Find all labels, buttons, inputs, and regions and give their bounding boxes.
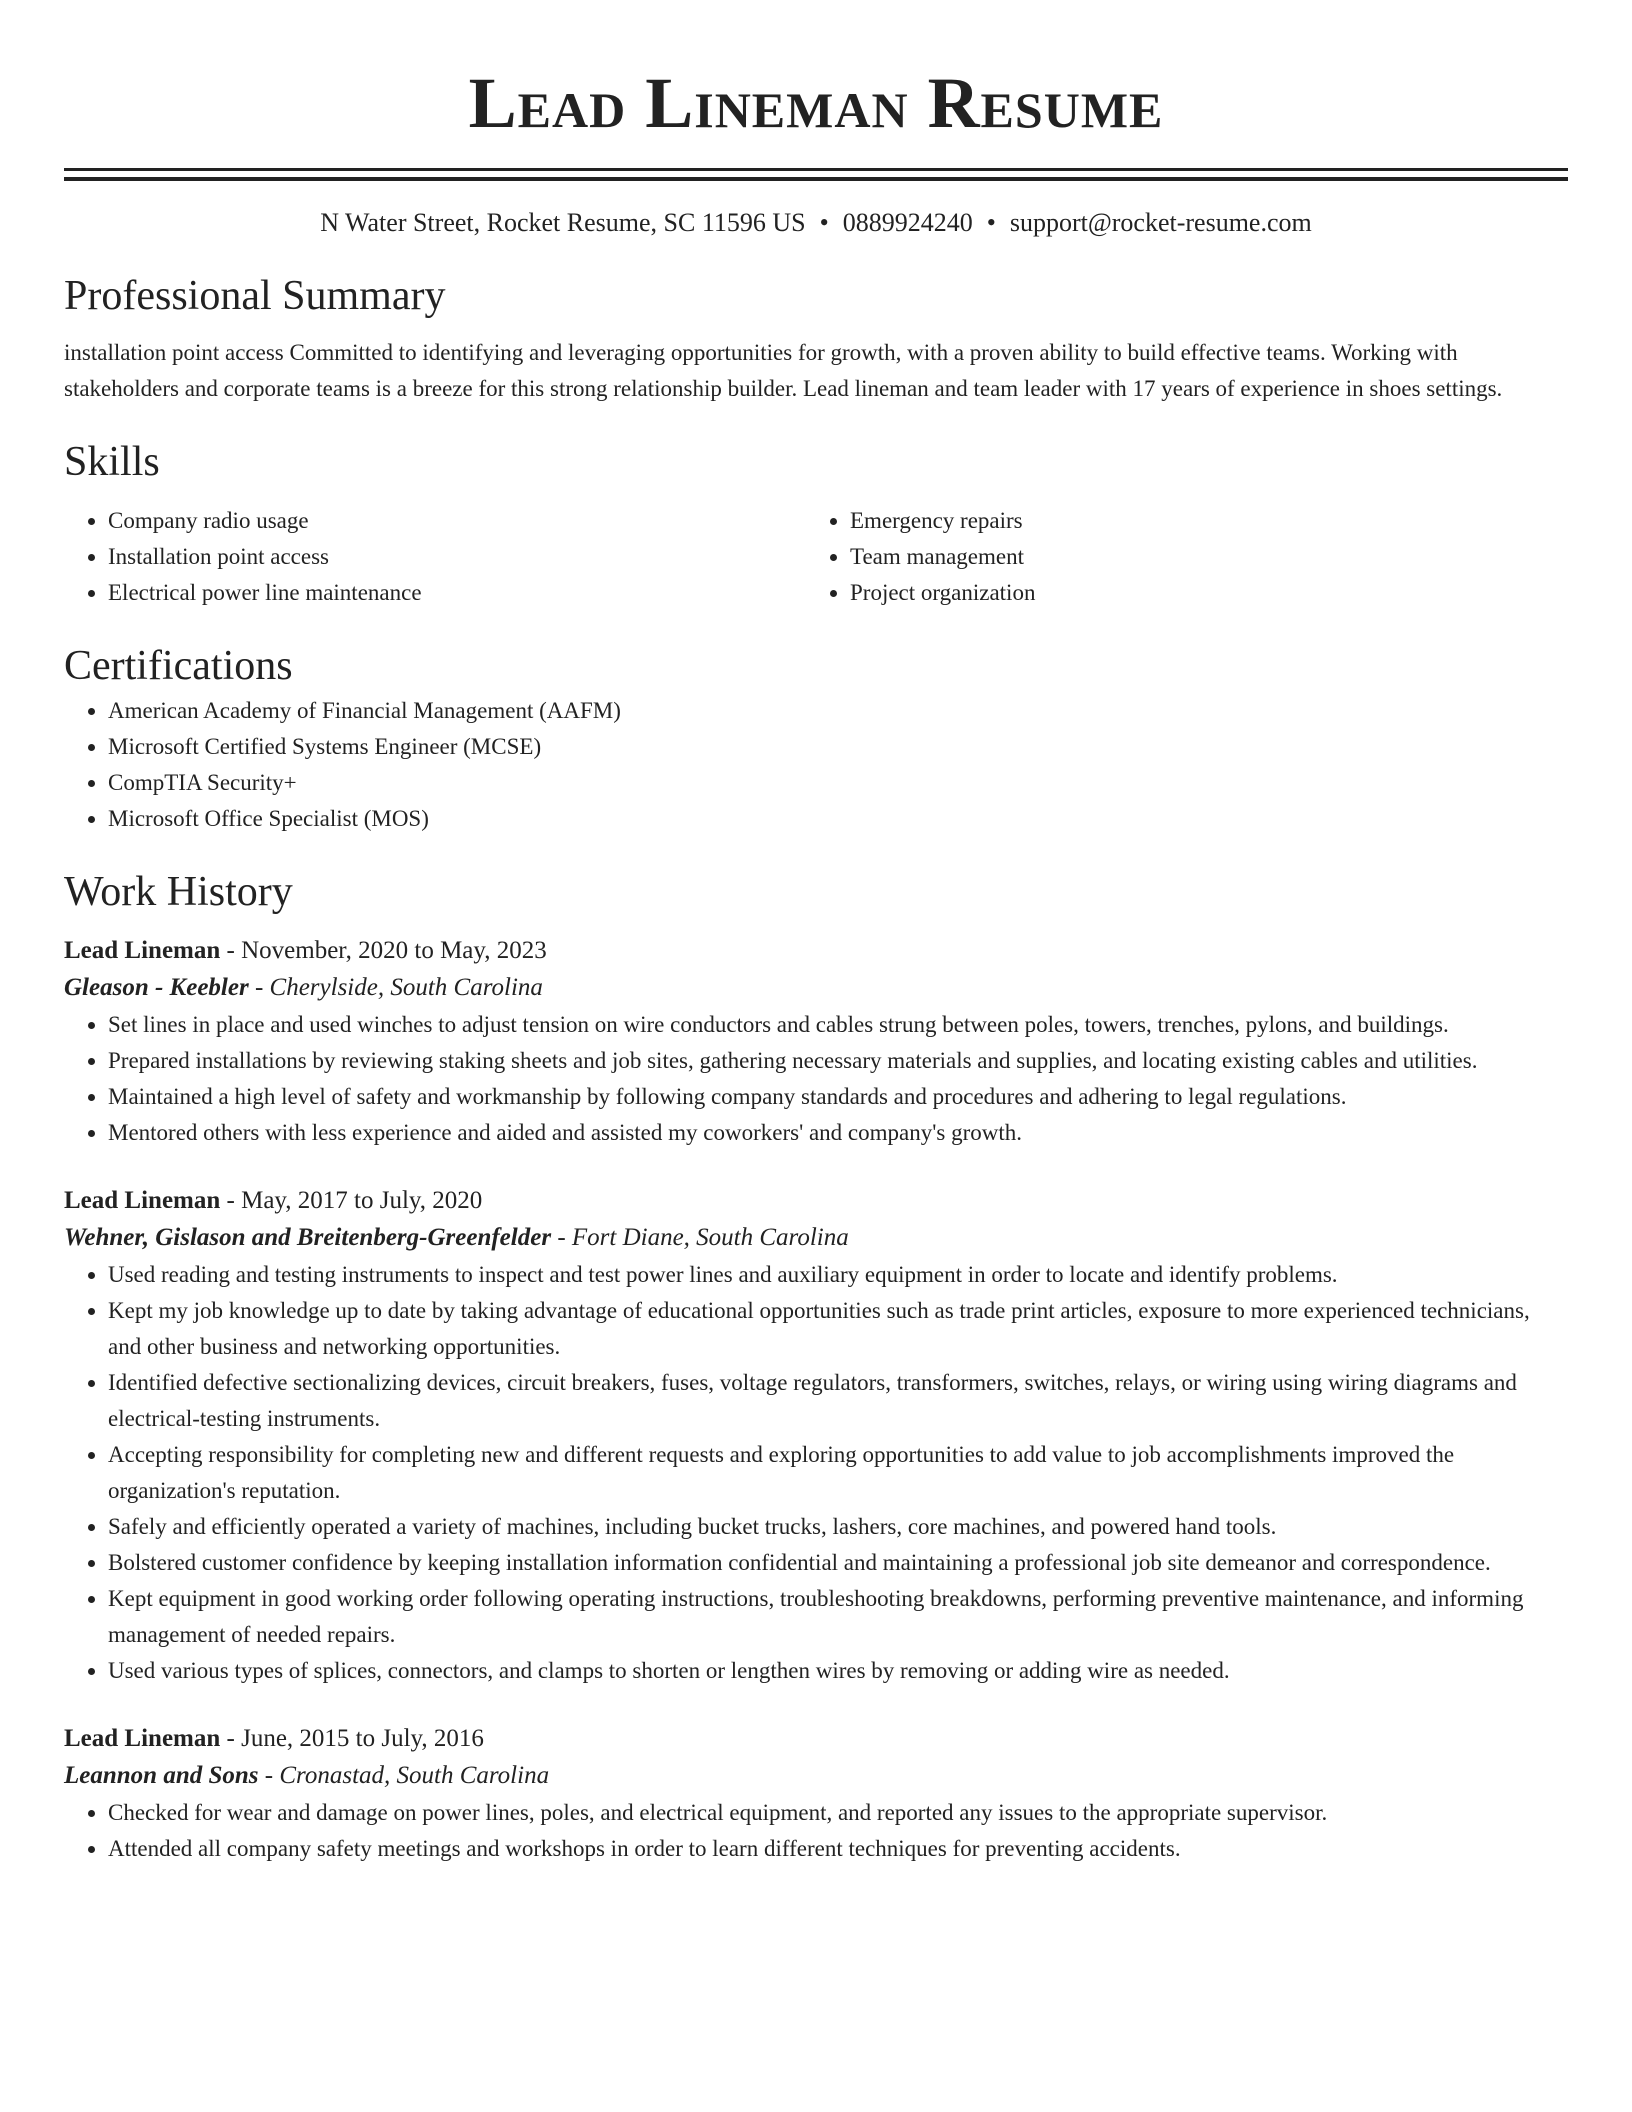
job-bullet-list xyxy=(64,1795,1568,1867)
job-bullet: • Kept equipment in good working order following operating instructions, troubleshooting breakdowns, performing preventive maintenance, and informing management of needed repairs. xyxy=(108,1581,1568,1653)
job-bullet: • Mentored others with less experience and aided and assisted my coworkers' and company's growth. xyxy=(108,1115,1568,1151)
job-bullet-list xyxy=(64,1007,1568,1151)
contact-separator: • xyxy=(986,208,996,237)
job-company-line xyxy=(64,1757,1568,1795)
job-dash: - xyxy=(220,937,242,964)
job-title: Lead Lineman xyxy=(64,937,221,964)
section-heading-work-history: Work History xyxy=(64,869,293,915)
job-bullet: • Attended all company safety meetings and workshops in order to learn different techniques for preventing accidents. xyxy=(108,1831,1568,1867)
skills-column-right xyxy=(806,503,1548,611)
certification-item: • American Academy of Financial Management (AAFM) xyxy=(108,693,1568,729)
certifications-section xyxy=(64,639,1568,837)
skill-item: • Team management xyxy=(850,539,1548,575)
job-bullet: • Used various types of splices, connectors, and clamps to shorten or lengthen wires by removing or adding wire as needed. xyxy=(108,1653,1568,1689)
job-title-line xyxy=(64,933,1568,969)
job-company-line xyxy=(64,969,1568,1007)
job-title-line xyxy=(64,1721,1568,1757)
job-entry xyxy=(64,1183,1568,1689)
skill-item: • Installation point access xyxy=(108,539,806,575)
job-dash: - xyxy=(551,1224,572,1251)
job-dash: - xyxy=(248,974,270,1001)
contact-separator: • xyxy=(819,208,829,237)
contact-phone: 0889924240 xyxy=(842,208,973,237)
skill-item: • Electrical power line maintenance xyxy=(108,575,806,611)
section-heading-summary: Professional Summary xyxy=(64,273,446,319)
job-location: Fort Diane, South Carolina xyxy=(571,1224,849,1251)
skills-grid xyxy=(64,503,1568,611)
job-location: Cherylside, South Carolina xyxy=(269,974,543,1001)
job-dash: - xyxy=(220,1187,242,1214)
summary-text: installation point access Committed to identifying and leveraging opportunities for growth, with a proven ability to build effective teams. Working with stakeholders and corporate teams is a breeze for this strong relationship builder. Lead lineman and team leader with 17 years of experience in shoes settings. xyxy=(64,340,1503,401)
job-location: Cronastad, South Carolina xyxy=(279,1762,550,1789)
skills-section xyxy=(64,435,1568,611)
certifications-list xyxy=(64,693,1568,837)
job-dates: November, 2020 to May, 2023 xyxy=(241,937,547,964)
job-bullet: • Maintained a high level of safety and workmanship by following company standards and procedures and adhering to legal regulations. xyxy=(108,1079,1568,1115)
job-company-line xyxy=(64,1219,1568,1257)
contact-address: N Water Street, Rocket Resume, SC 11596 US xyxy=(320,208,806,237)
job-title: Lead Lineman xyxy=(64,1187,221,1214)
job-bullet: • Prepared installations by reviewing staking sheets and job sites, gathering necessary materials and supplies, and locating existing cables and utilities. xyxy=(108,1043,1568,1079)
skill-item: • Emergency repairs xyxy=(850,503,1548,539)
job-bullet: • Used reading and testing instruments to inspect and test power lines and auxiliary equipment in order to locate and identify problems. xyxy=(108,1257,1568,1293)
certification-item: • CompTIA Security+ xyxy=(108,765,1568,801)
job-bullet: • Identified defective sectionalizing devices, circuit breakers, fuses, voltage regulators, transformers, switches, relays, or wiring using wiring diagrams and electrical-testing instruments. xyxy=(108,1365,1568,1437)
job-dash: - xyxy=(220,1725,242,1752)
job-bullet: • Safely and efficiently operated a variety of machines, including bucket trucks, lashers, core machines, and powered hand tools. xyxy=(108,1509,1568,1545)
page-title: Lead Lineman Resume xyxy=(468,63,1164,143)
job-bullet: • Checked for wear and damage on power lines, poles, and electrical equipment, and reported any issues to the appropriate supervisor. xyxy=(108,1795,1568,1831)
section-heading-skills: Skills xyxy=(64,439,160,485)
title-divider-top xyxy=(64,168,1568,171)
job-bullet: • Set lines in place and used winches to adjust tension on wire conductors and cables strung between poles, towers, trenches, pylons, and buildings. xyxy=(108,1007,1568,1043)
skill-item: • Project organization xyxy=(850,575,1548,611)
certification-item: • Microsoft Office Specialist (MOS) xyxy=(108,801,1568,837)
job-bullet: • Bolstered customer confidence by keeping installation information confidential and maintaining a professional job site demeanor and correspondence. xyxy=(108,1545,1568,1581)
job-dates: June, 2015 to July, 2016 xyxy=(241,1725,484,1752)
job-entry xyxy=(64,933,1568,1151)
job-company: Wehner, Gislason and Breitenberg-Greenfelder xyxy=(64,1224,552,1251)
title-divider-bottom xyxy=(64,177,1568,181)
section-heading-certifications: Certifications xyxy=(64,643,293,689)
skills-list-left xyxy=(64,503,806,611)
job-entry xyxy=(64,1721,1568,1867)
job-dash: - xyxy=(258,1762,280,1789)
skills-column-left xyxy=(64,503,806,611)
work-history-section xyxy=(64,865,1568,1867)
contact-email: support@rocket-resume.com xyxy=(1009,208,1312,237)
professional-summary-section xyxy=(64,269,1568,407)
skill-item: • Company radio usage xyxy=(108,503,806,539)
job-bullet-list xyxy=(64,1257,1568,1689)
job-title: Lead Lineman xyxy=(64,1725,221,1752)
job-bullet: • Accepting responsibility for completing new and different requests and exploring opportunities to add value to job accomplishments improved the organization's reputation. xyxy=(108,1437,1568,1509)
job-dates: May, 2017 to July, 2020 xyxy=(241,1187,483,1214)
job-company: Leannon and Sons xyxy=(64,1762,259,1789)
contact-line xyxy=(64,205,1568,241)
resume-page xyxy=(64,0,1568,1867)
job-title-line xyxy=(64,1183,1568,1219)
certification-item: • Microsoft Certified Systems Engineer (MCSE) xyxy=(108,729,1568,765)
skills-list-right xyxy=(806,503,1548,611)
job-bullet: • Kept my job knowledge up to date by taking advantage of educational opportunities such as trade print articles, exposure to more experienced technicians, and other business and networking opportunities. xyxy=(108,1293,1568,1365)
job-company: Gleason - Keebler xyxy=(64,974,249,1001)
